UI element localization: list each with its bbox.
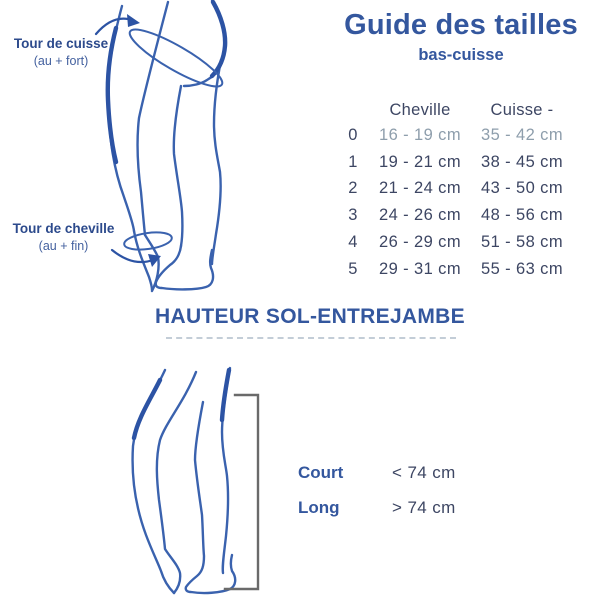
size-cell: 3 xyxy=(348,206,358,225)
height-option-label: Court xyxy=(298,463,344,482)
height-option-row xyxy=(298,462,456,484)
size-cell: 2 xyxy=(348,179,358,198)
size-cell: 5 xyxy=(348,259,358,278)
thigh-arrowhead-icon xyxy=(127,14,140,27)
cuisse-cell: 48 - 56 cm xyxy=(481,206,563,225)
cheville-cell: 16 - 19 cm xyxy=(379,125,461,144)
cheville-column-header: Cheville xyxy=(389,101,451,119)
cheville-cell: 19 - 21 cm xyxy=(379,152,461,171)
cuisse-cell: 55 - 63 cm xyxy=(481,259,563,278)
cheville-cell: 26 - 29 cm xyxy=(379,233,461,252)
height-option-value: > 74 cm xyxy=(392,498,456,517)
standing-leg-back-outline xyxy=(212,60,221,264)
size-col-spacer xyxy=(336,101,370,120)
cuisse-cell: 51 - 58 cm xyxy=(481,233,563,252)
ankle-annotation-note: (au + fin) xyxy=(38,239,89,253)
thigh-annotation-label: Tour de cuisse xyxy=(13,36,109,51)
thigh-accent-stroke xyxy=(134,380,160,438)
size-table-row xyxy=(336,202,574,229)
cheville-cell: 29 - 31 cm xyxy=(379,259,461,278)
front-leg-outline xyxy=(133,370,174,593)
legs-illustration-bottom-icon xyxy=(100,358,280,598)
cuisse-cell: 35 - 42 cm xyxy=(481,125,563,144)
height-option-value: < 74 cm xyxy=(392,463,456,482)
size-cell: 4 xyxy=(348,233,358,252)
thigh-annotation-note: (au + fort) xyxy=(33,54,89,68)
dashed-divider xyxy=(166,337,456,339)
height-options xyxy=(298,462,456,532)
hip-accent-stroke xyxy=(212,2,225,76)
page-subtitle: bas-cuisse xyxy=(418,46,504,64)
size-table-row xyxy=(336,149,574,176)
size-table-row xyxy=(336,122,574,149)
size-table-header xyxy=(336,101,574,120)
height-option-row xyxy=(298,497,456,519)
cheville-cell: 21 - 24 cm xyxy=(379,179,461,198)
cheville-cell: 24 - 26 cm xyxy=(379,206,461,225)
back-accent-stroke xyxy=(222,370,229,420)
size-table-body xyxy=(336,122,574,283)
cuisse-cell: 43 - 50 cm xyxy=(481,179,563,198)
size-table-row xyxy=(336,256,574,283)
size-table-row xyxy=(336,229,574,256)
front-leg-back-outline xyxy=(157,372,196,593)
flat-foot-outline xyxy=(156,246,213,289)
size-cell: 1 xyxy=(348,152,358,171)
ankle-annotation-label: Tour de cheville xyxy=(12,221,115,236)
cuisse-cell: 38 - 45 cm xyxy=(481,152,563,171)
thigh-measure-ellipse xyxy=(124,21,228,95)
cuisse-column-header: Cuisse - xyxy=(490,101,554,119)
standing-leg-front-outline xyxy=(174,86,183,246)
height-option-label: Long xyxy=(298,498,340,517)
page-title: Guide des tailles xyxy=(344,9,578,41)
size-cell: 0 xyxy=(348,125,358,144)
height-section-heading: HAUTEUR SOL-ENTREJAMBE xyxy=(155,305,465,328)
size-table-row xyxy=(336,176,574,203)
